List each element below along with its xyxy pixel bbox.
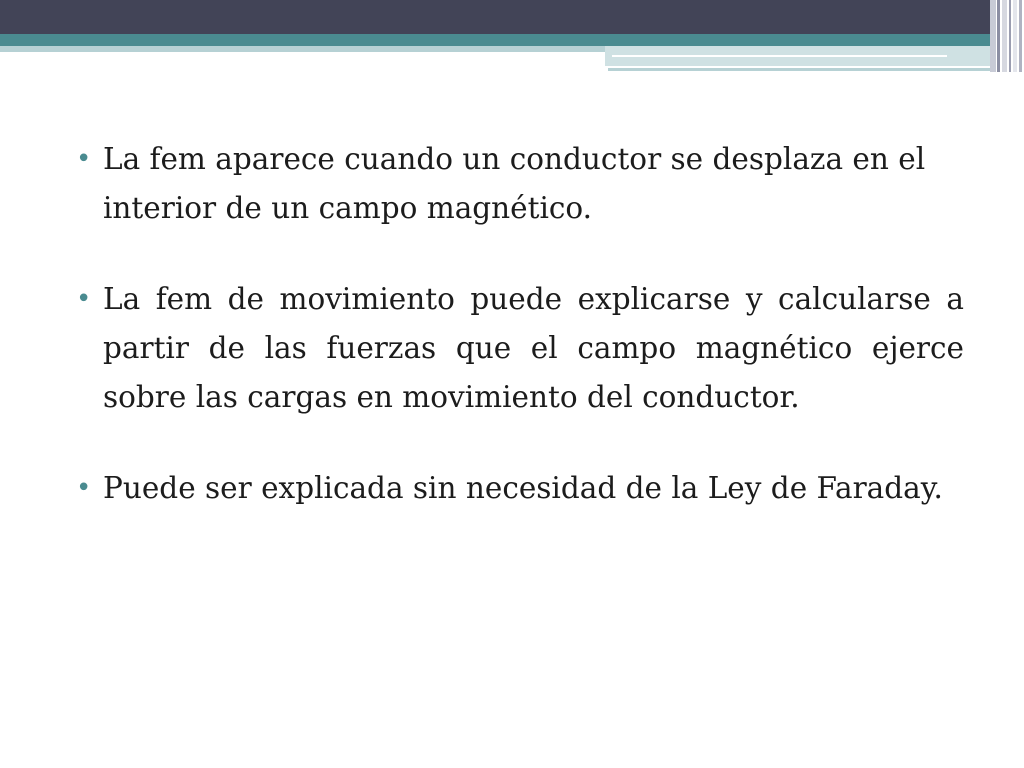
bullet-marker: • bbox=[76, 473, 92, 503]
header-teal-band bbox=[0, 34, 990, 46]
slide-body bbox=[72, 135, 964, 555]
bullet-marker: • bbox=[76, 144, 92, 174]
bullet-item bbox=[72, 464, 964, 513]
header-light-band bbox=[0, 46, 605, 52]
bullet-text: La fem aparece cuando un conductor se desplaza en el interior de un campo magnético. bbox=[103, 142, 926, 225]
bullet-item bbox=[72, 135, 964, 233]
bullet-text: Puede ser explicada sin necesidad de la Ley de Faraday. bbox=[103, 471, 943, 505]
header-step-highlight bbox=[612, 55, 947, 57]
bullet-marker: • bbox=[76, 284, 92, 314]
header-step-line bbox=[608, 68, 990, 71]
header-stripes-decoration bbox=[990, 0, 1024, 72]
bullet-item bbox=[72, 275, 964, 422]
header-dark-band bbox=[0, 0, 990, 34]
bullet-text: La fem de movimiento puede explicarse y calcularse a partir de las fuerzas que el campo magnético ejerce sobre las cargas en movimiento del conductor. bbox=[103, 282, 964, 414]
